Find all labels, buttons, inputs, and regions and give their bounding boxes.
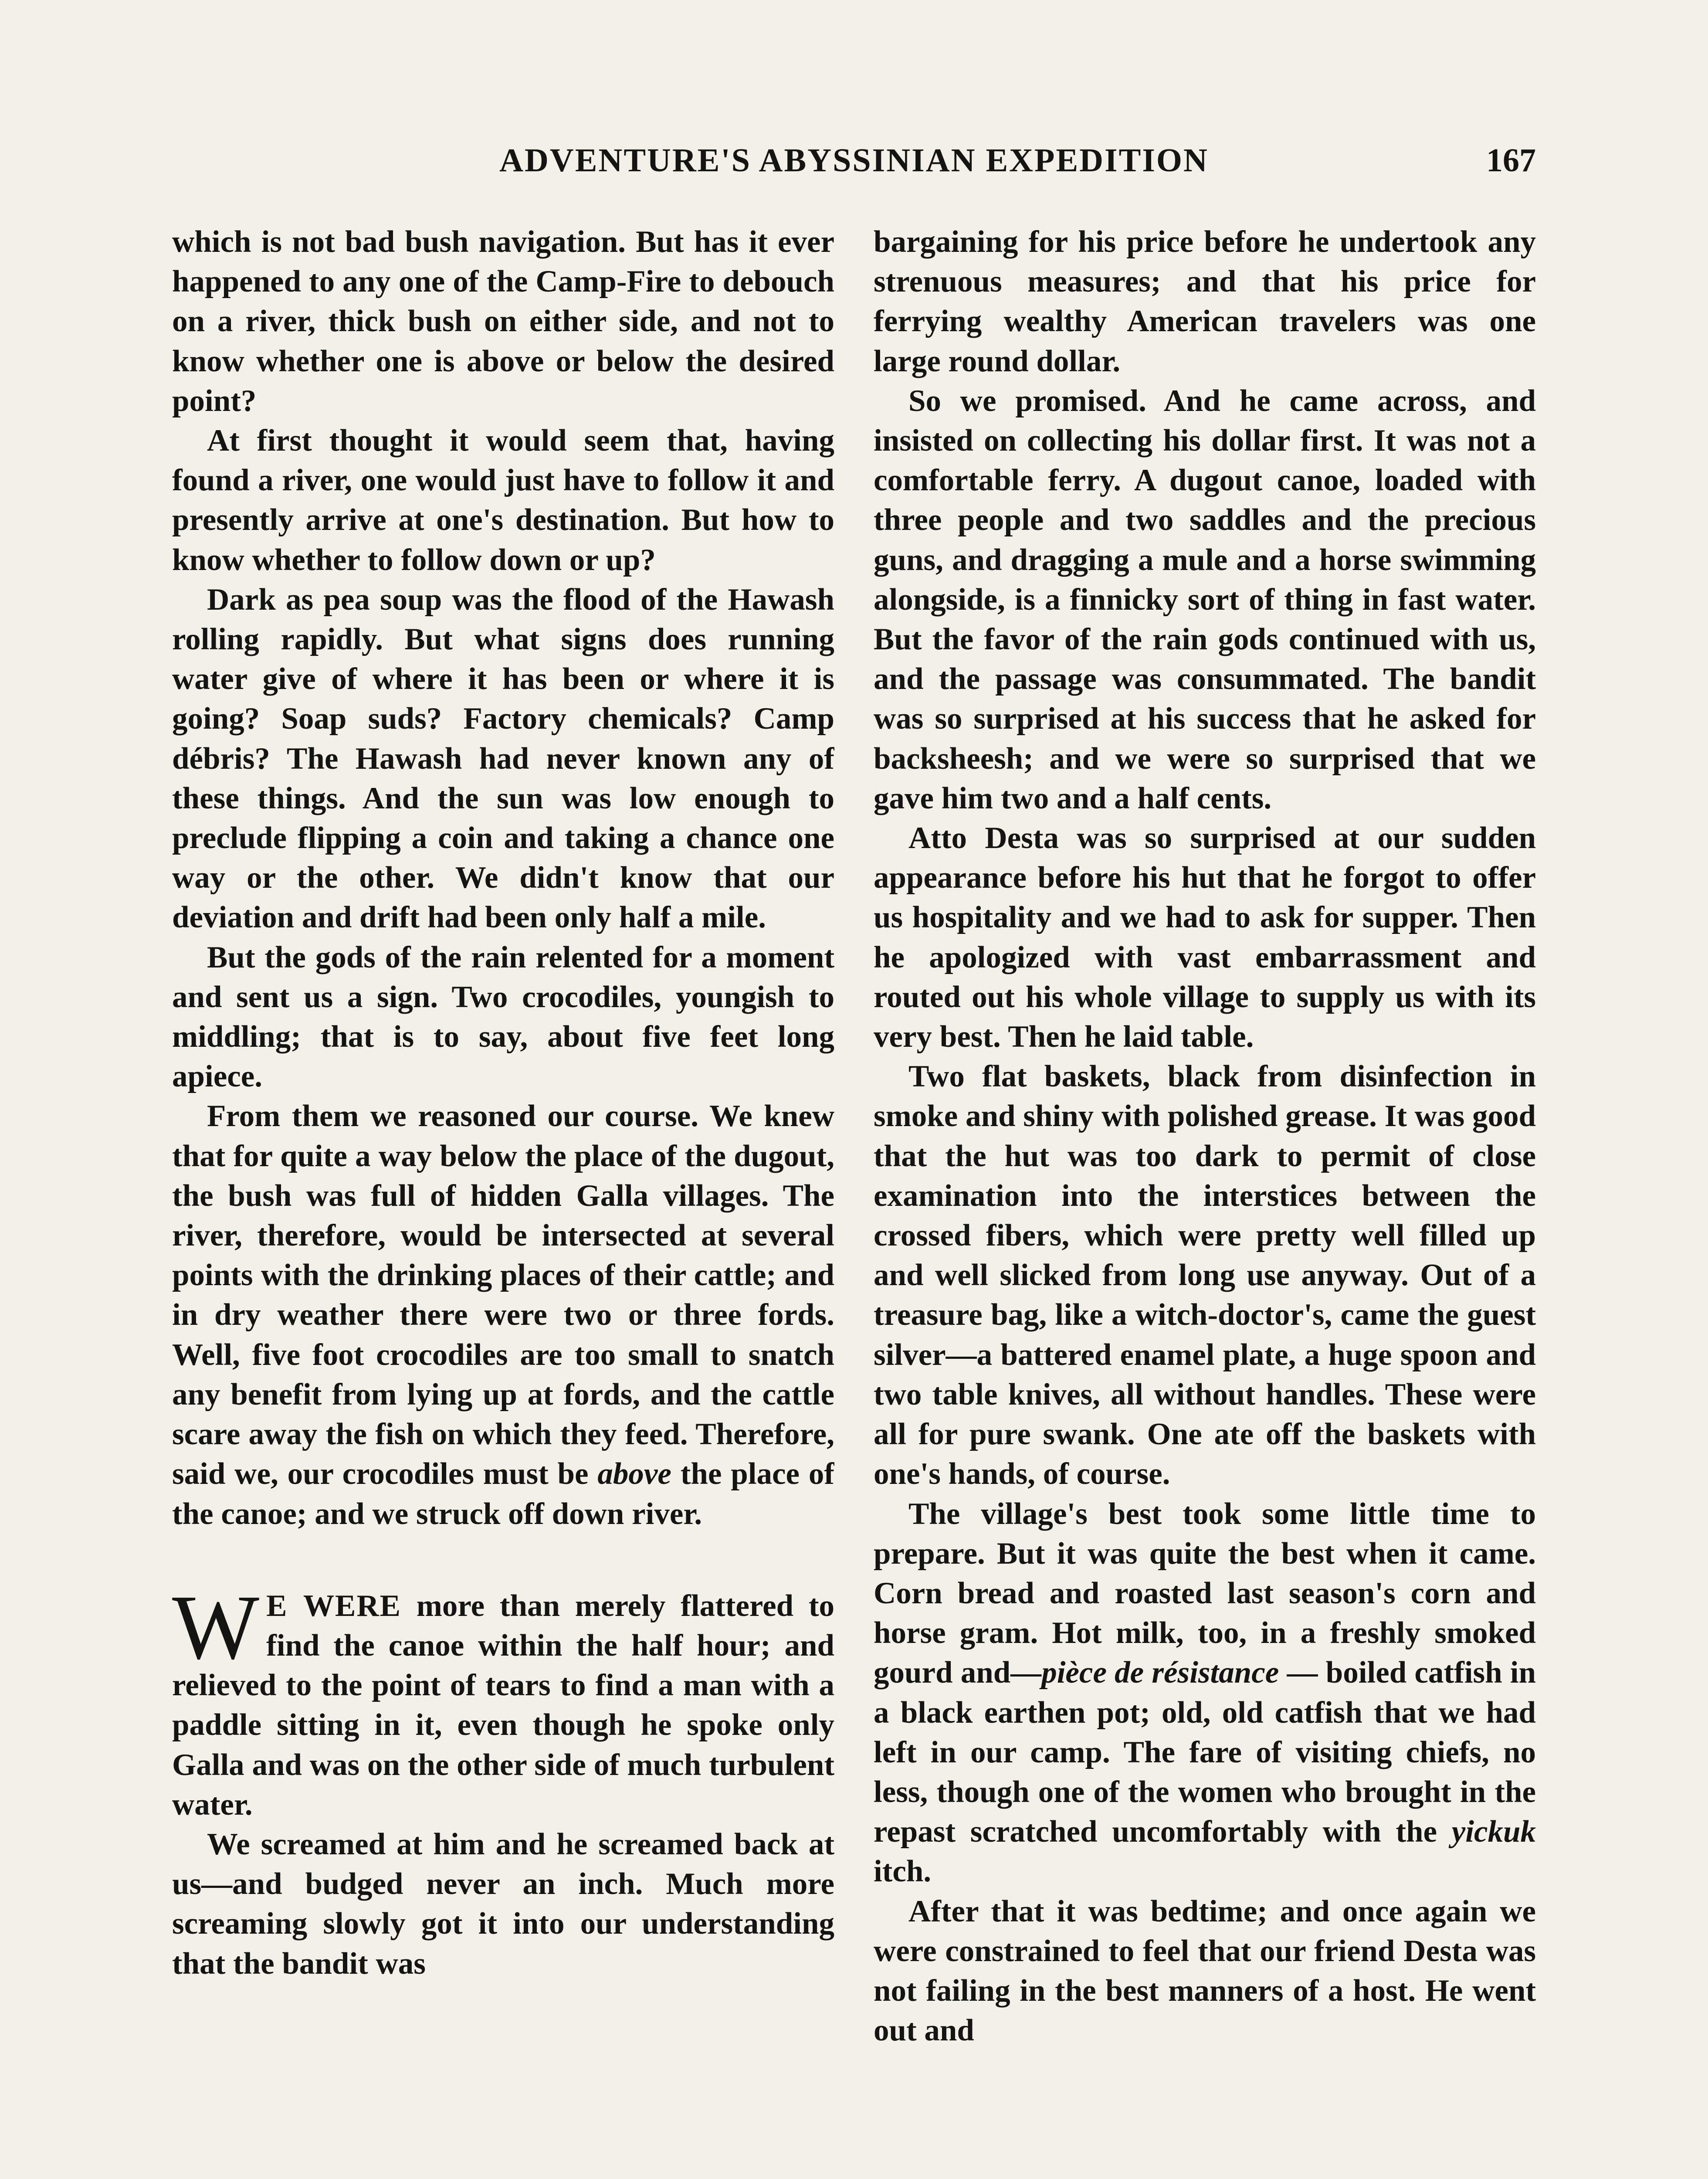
- text-run: From them we reasoned our course. We knew that for quite a way below the place of the dugout, the bush was full of hidden Galla villages. The river, therefore, would be intersected at several points with the drinking places of their cattle; and in dry weather there were two or three fords. Well, five foot crocodiles are too small to snatch any benefit from lying up at fords, and the cattle scare away the fish on which they feed. Therefore, said we, our crocodiles must be: [172, 1099, 834, 1491]
- emphasis: pièce de résistance: [1041, 1656, 1279, 1690]
- paragraph: But the gods of the rain relented for a moment and sent us a sign. Two crocodiles, youngish to middling; that is to say, about five feet long apiece.: [172, 940, 834, 1094]
- page-header: [172, 139, 1536, 187]
- paragraph: Atto Desta was so surprised at our sudden appearance before his hut that he forgot to offer us hospitality and we had to ask for supper. Then he apologized with vast embarrassment and routed out his whole village to supply us with its very best. Then he laid table.: [874, 821, 1536, 1054]
- paragraph: [874, 1494, 1536, 1892]
- section-opening-paragraph: [172, 1575, 834, 1825]
- emphasis: above: [597, 1457, 671, 1491]
- right-column: [874, 222, 1536, 2179]
- text-run: more than merely flattered to find the canoe within the half hour; and relieved to the point of tears to find a man with a paddle sitting in it, even though he spoke only Galla and was on the other side of much turbulent water.: [172, 1588, 834, 1822]
- text-run: itch.: [874, 1854, 932, 1889]
- paragraph: Dark as pea soup was the flood of the Hawash rolling rapidly. But what signs does running water give of where it has been or where it is going? Soap suds? Factory chemicals? Camp débris? The Hawash had never known any of these things. And the sun was low enough to preclude flipping a coin and taking a chance one way or the other. We didn't know that our deviation and drift had been only half a mile.: [172, 582, 834, 935]
- emphasis: yickuk: [1451, 1815, 1536, 1849]
- text-run: the place of the canoe; and we struck off down river.: [172, 1457, 834, 1531]
- lead-in: E WERE: [266, 1588, 401, 1623]
- paragraph: We screamed at him and he screamed back at us—and budged never an inch. Much more screaming slowly got it into our understanding that the bandit was: [172, 1827, 834, 1981]
- running-head: ADVENTURE'S ABYSSINIAN EXPEDITION: [499, 142, 1209, 179]
- left-column: [172, 222, 834, 2179]
- paragraph: which is not bad bush navigation. But has it ever happened to any one of the Camp-Fire to debouch on a river, thick bush on either side, and not to know whether one is above or below the desired point?: [172, 225, 834, 418]
- drop-cap: W: [172, 1575, 260, 1678]
- paragraph: After that it was bedtime; and once again we were constrained to feel that our friend Desta was not failing in the best manners of a host. He went out and: [874, 1894, 1536, 2048]
- paragraph: bargaining for his price before he undertook any strenuous measures; and that his price for ferrying wealthy American travelers was one large round dollar.: [874, 225, 1536, 378]
- paragraph: [172, 1096, 834, 1534]
- text-run: — boiled catfish in a black earthen pot; old, old catfish that we had left in our camp. The fare of visiting chiefs, no less, though one of the women who brought in the repast scratched uncomfortably with the: [874, 1656, 1536, 1849]
- page-number: 167: [1486, 142, 1536, 179]
- paragraph: At first thought it would seem that, having found a river, one would just have to follow it and presently arrive at one's destination. But how to know whether to follow down or up?: [172, 424, 834, 577]
- text-run: The village's best took some little time to prepare. But it was quite the best when it came. Corn bread and roasted last season's corn and horse gram. Hot milk, too, in a freshly smoked gourd and—: [874, 1497, 1536, 1690]
- paragraph: So we promised. And he came across, and insisted on collecting his dollar first. It was not a comfortable ferry. A dugout canoe, loaded with three people and two saddles and the precious guns, and dragging a mule and a horse swimming alongside, is a finnicky sort of thing in fast water. But the favor of the rain gods continued with us, and the passage was consummated. The bandit was so surprised at his success that he asked for backsheesh; and we were so surprised that we gave him two and a half cents.: [874, 384, 1536, 815]
- paragraph: Two flat baskets, black from disinfection in smoke and shiny with polished grease. It was good that the hut was too dark to permit of close examination into the interstices between the crossed fibers, which were pretty well filled up and well slicked from long use anyway. Out of a treasure bag, like a witch-doctor's, came the guest silver—a battered enamel plate, a huge spoon and two table knives, all without handles. These were all for pure swank. One ate off the baskets with one's hands, of course.: [874, 1059, 1536, 1491]
